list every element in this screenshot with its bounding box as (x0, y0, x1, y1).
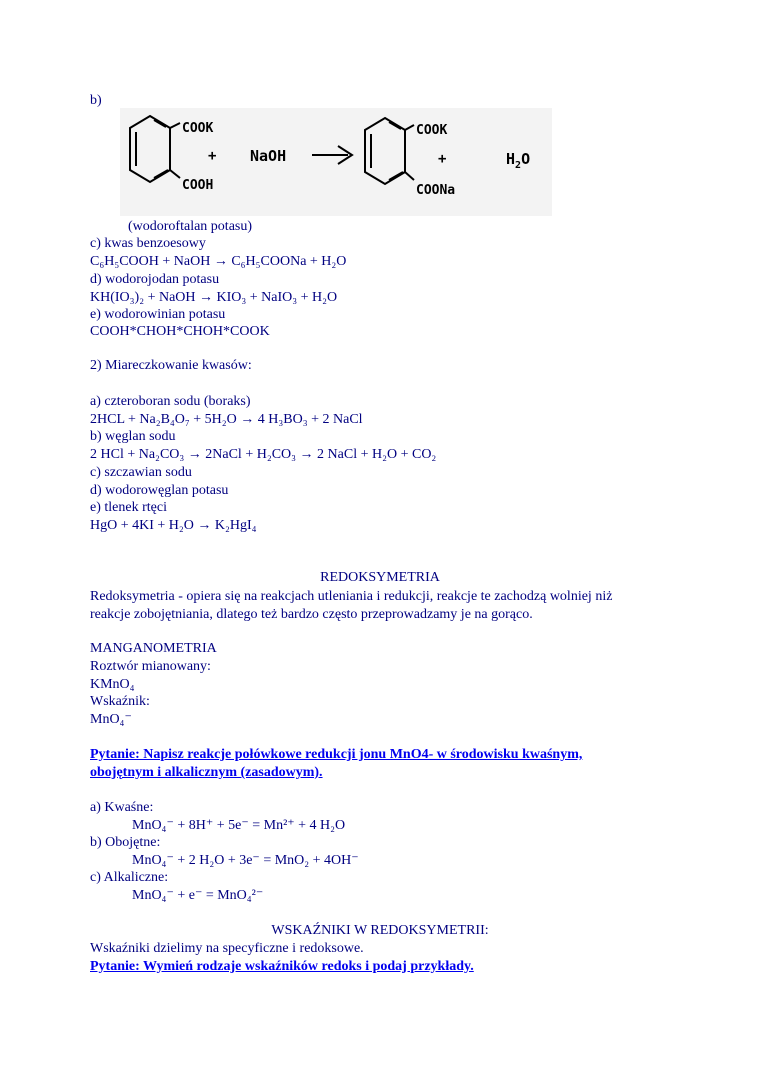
phthalate-reaction-figure (120, 108, 552, 216)
borax-label: a) czteroboran sodu (boraks) (90, 394, 251, 409)
left-bottom-group: COOH (182, 178, 214, 193)
reagent-naoh: NaOH (250, 147, 287, 165)
alkaline-reaction: MnO₄⁻ + e⁻ = MnO₄²⁻ (132, 888, 264, 903)
kmno4-formula: KMnO₄ (90, 677, 135, 692)
e-label: e) wodorowinian potasu (90, 307, 226, 322)
phthalate-reaction-svg (120, 108, 552, 216)
redox-description-2: reakcje zobojętniania, dlatego też bardzo często przeprowadzamy je na gorąco. (90, 607, 533, 622)
indicators-title: WSKAŹNIKI W REDOKSYMETRII: (271, 923, 489, 938)
reaction-arrow (312, 146, 352, 164)
d-label: d) wodorojodan potasu (90, 272, 220, 287)
mno4-formula: MnO₄⁻ (90, 712, 132, 727)
alkaline-label: c) Alkaliczne: (90, 870, 169, 885)
question-1-line-2: obojętnym i alkalicznym (zasadowym). (90, 765, 323, 780)
standard-solution-label: Roztwór mianowany: (90, 659, 211, 674)
tartrate-formula: COOH*CHOH*CHOH*COOK (90, 324, 270, 339)
benzene-ring-right (365, 118, 414, 184)
question-2: Pytanie: Wymień rodzaje wskaźników redoks i podaj przykłady. (90, 959, 474, 974)
benzoic-reaction: C₆H₅COOH + NaOH → C₆H₅COONa + H₂O (90, 254, 347, 269)
neutral-reaction: MnO₄⁻ + 2 H₂O + 3e⁻ = MnO₂ + 4OH⁻ (132, 853, 359, 868)
borax-reaction: 2HCL + Na₂B₄O₇ + 5H₂O → 4 H₃BO₃ + 2 NaCl (90, 412, 363, 427)
acidic-reaction: MnO₄⁻ + 8H⁺ + 5e⁻ = Mn²⁺ + 4 H₂O (132, 818, 346, 833)
neutral-label: b) Obojętne: (90, 835, 161, 850)
bicarbonate-label: d) wodorowęglan potasu (90, 483, 229, 498)
indicators-description: Wskaźniki dzielimy na specyficzne i redoksowe. (90, 941, 364, 956)
plus-sign-2: + (438, 151, 447, 167)
right-bottom-group: COONa (416, 183, 456, 198)
section-2-heading: 2) Miareczkowanie kwasów: (90, 358, 252, 373)
mercury-reaction: HgO + 4KI + H₂O → K₂HgI₄ (90, 518, 257, 533)
iodate-reaction: KH(IO₃)₂ + NaOH → KIO₃ + NaIO₃ + H₂O (90, 290, 338, 305)
right-top-group: COOK (416, 123, 448, 138)
carbonate-reaction: 2 HCl + Na₂CO₃ → 2NaCl + H₂CO₃ → 2 NaCl + H₂O + CO₂ (90, 447, 437, 462)
question-1-line-1: Pytanie: Napisz reakcje połówkowe redukcji jonu MnO4- w środowisku kwaśnym, (90, 747, 583, 762)
redox-description-1: Redoksymetria - opiera się na reakcjach utleniania i redukcji, reakcje te zachodzą wolniej niż (90, 589, 613, 604)
redox-title: REDOKSYMETRIA (320, 570, 440, 585)
indicator-label: Wskaźnik: (90, 694, 150, 709)
manganometry-title: MANGANOMETRIA (90, 641, 217, 656)
caption-potassium-phthalate: (wodoroftalan potasu) (128, 219, 253, 234)
c-label: c) kwas benzoesowy (90, 236, 206, 251)
left-top-group: COOK (182, 121, 214, 136)
plus-sign-1: + (208, 148, 217, 164)
carbonate-label: b) węglan sodu (90, 429, 176, 444)
mercury-oxide-label: e) tlenek rtęci (90, 500, 167, 515)
acidic-label: a) Kwaśne: (90, 800, 154, 815)
water-product: $H_2O$ (506, 150, 531, 171)
part-b-label: b) (90, 93, 102, 108)
benzene-ring-left (130, 116, 180, 182)
oxalate-label: c) szczawian sodu (90, 465, 192, 480)
